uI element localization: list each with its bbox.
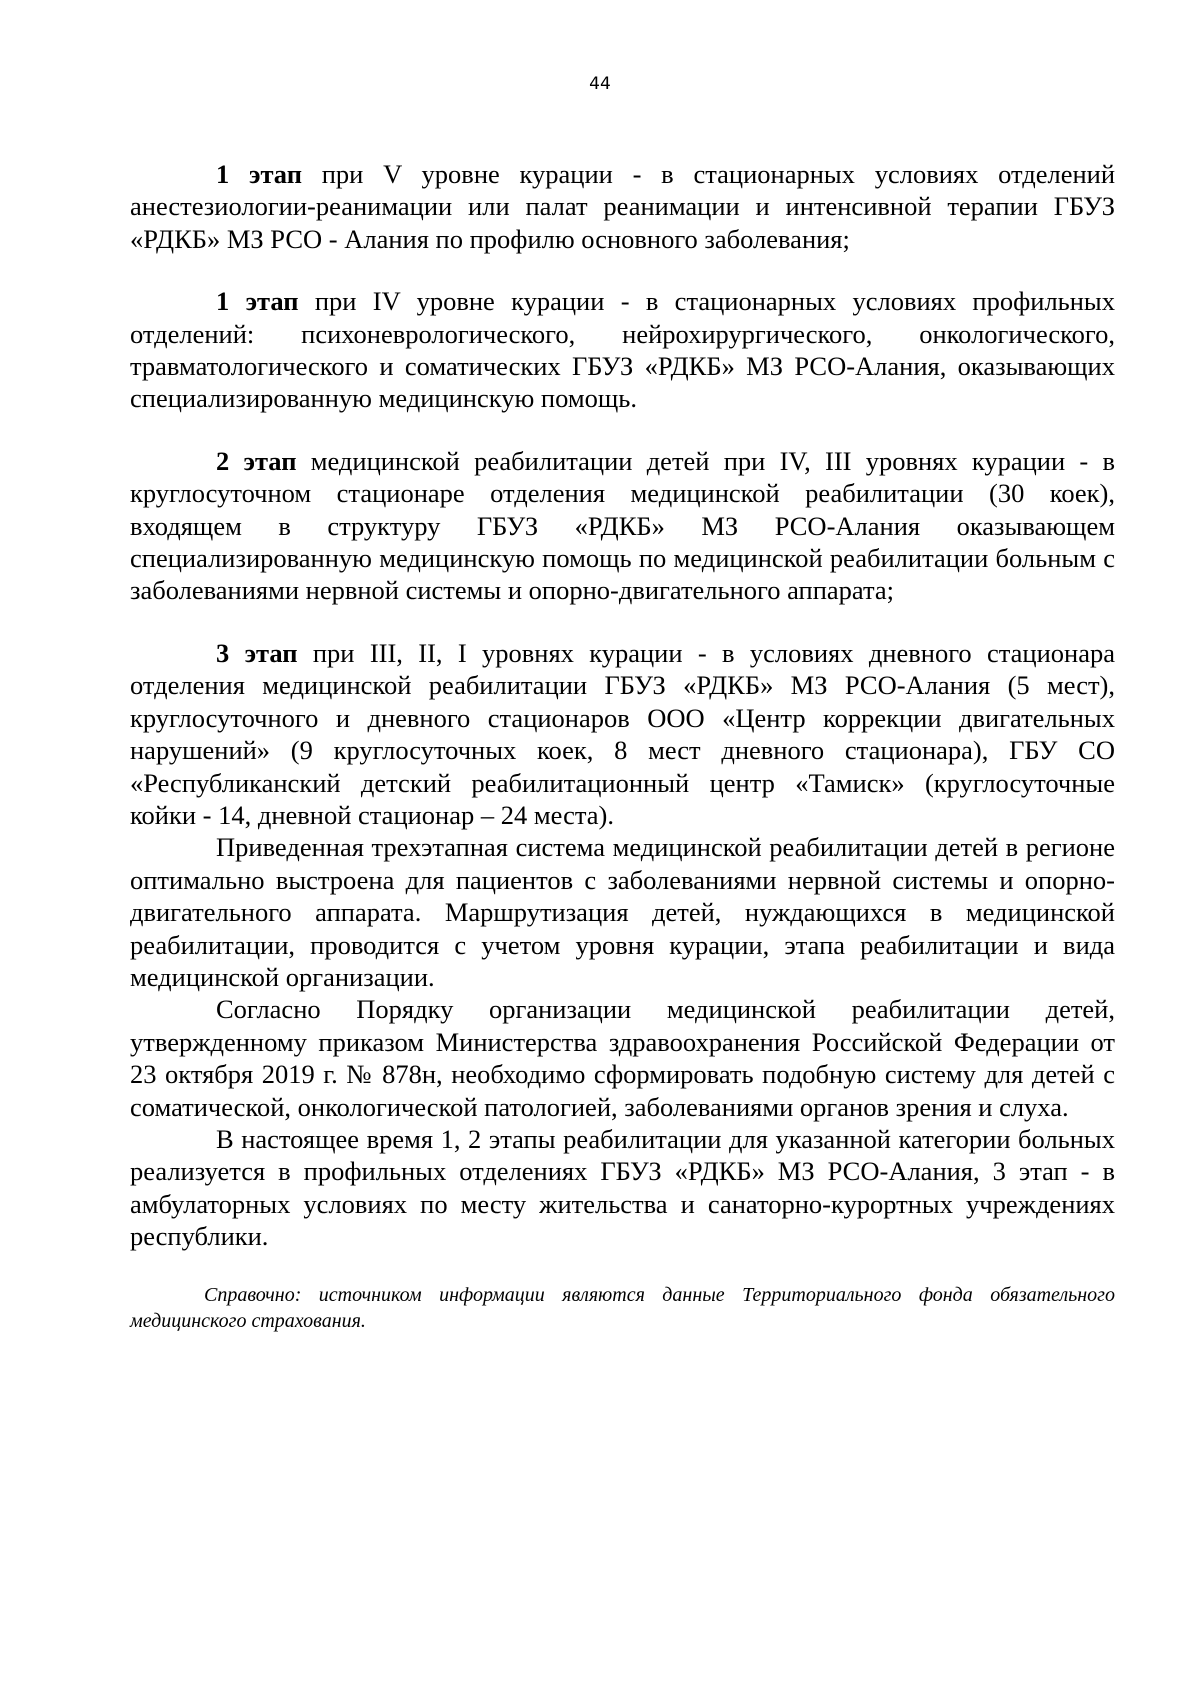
- paragraph-stage-3: [130, 637, 1115, 831]
- document-body: [130, 158, 1115, 1334]
- paragraph-text: при V уровне курации - в стационарных условиях отделений анестезиологии-реанимации или палат реанимации и интенсивной терапии ГБУЗ «РДКБ» МЗ РСО - Алания по профилю основного заболевания;: [130, 159, 1115, 254]
- stage-label: 1 этап: [216, 159, 302, 189]
- stage-label: 3 этап: [216, 637, 298, 668]
- paragraph-system-overview: Приведенная трехэтапная система медицинской реабилитации детей в регионе оптимально выстроена для пациентов с заболеваниями нервной системы и опорно-двигательного аппарата. Маршрутизация детей, нуждающихся в медицинской реабилитации, проводится с учетом уровня курации, этапа реабилитации и вида медицинской организации.: [130, 832, 1115, 992]
- reference-note: Справочно: источником информации являются данные Территориального фонда обязательного медицинского страхования.: [130, 1283, 1115, 1332]
- paragraph-current-state: В настоящее время 1, 2 этапы реабилитации для указанной категории больных реализуется в профильных отделениях ГБУЗ «РДКБ» МЗ РСО-Алания, 3 этап - в амбулаторных условиях по месту жительства и санаторно-курортных учреждениях республики.: [130, 1123, 1115, 1252]
- page-number: 44: [589, 74, 611, 94]
- stage-label: 1 этап: [216, 286, 299, 317]
- paragraph-stage-1-level-5: [130, 158, 1115, 255]
- stage-label: 2 этап: [216, 445, 297, 476]
- paragraph-order-requirement: Согласно Порядку организации медицинской реабилитации детей, утвержденному приказом Министерства здравоохранения Российской Федерации от 23 октября 2019 г. № 878н, необходимо сформировать подобную систему для детей с соматической, онкологической патологией, заболеваниями органов зрения и слуха.: [130, 994, 1115, 1122]
- paragraph-stage-2: [130, 445, 1115, 607]
- paragraph-text: медицинской реабилитации детей при IV, III уровнях курации - в круглосуточном стационаре отделения медицинской реабилитации (30 коек), входящем в структуру ГБУЗ «РДКБ» МЗ РСО-Алания оказывающем специализированную медицинскую помощь по медицинской реабилитации больным с заболеваниями нервной системы и опорно-двигательного аппарата;: [130, 445, 1115, 606]
- paragraph-text: при III, II, I уровнях курации - в условиях дневного стационара отделения медицинской реабилитации ГБУЗ «РДКБ» МЗ РСО-Алания (5 мест), круглосуточного и дневного стационаров ООО «Центр коррекции двигательных нарушений» (9 круглосуточных коек, 8 мест дневного стационара), ГБУ СО «Республиканский детский реабилитационный центр «Тамиск» (круглосуточные койки - 14, дневной стационар – 24 места).: [130, 637, 1115, 830]
- paragraph-text: при IV уровне курации - в стационарных условиях профильных отделений: психоневрологического, нейрохирургического, онкологического, травматологического и соматических ГБУЗ «РДКБ» МЗ РСО-Алания, оказывающих специализированную медицинскую помощь.: [130, 286, 1115, 414]
- paragraph-stage-1-level-4: [130, 285, 1115, 415]
